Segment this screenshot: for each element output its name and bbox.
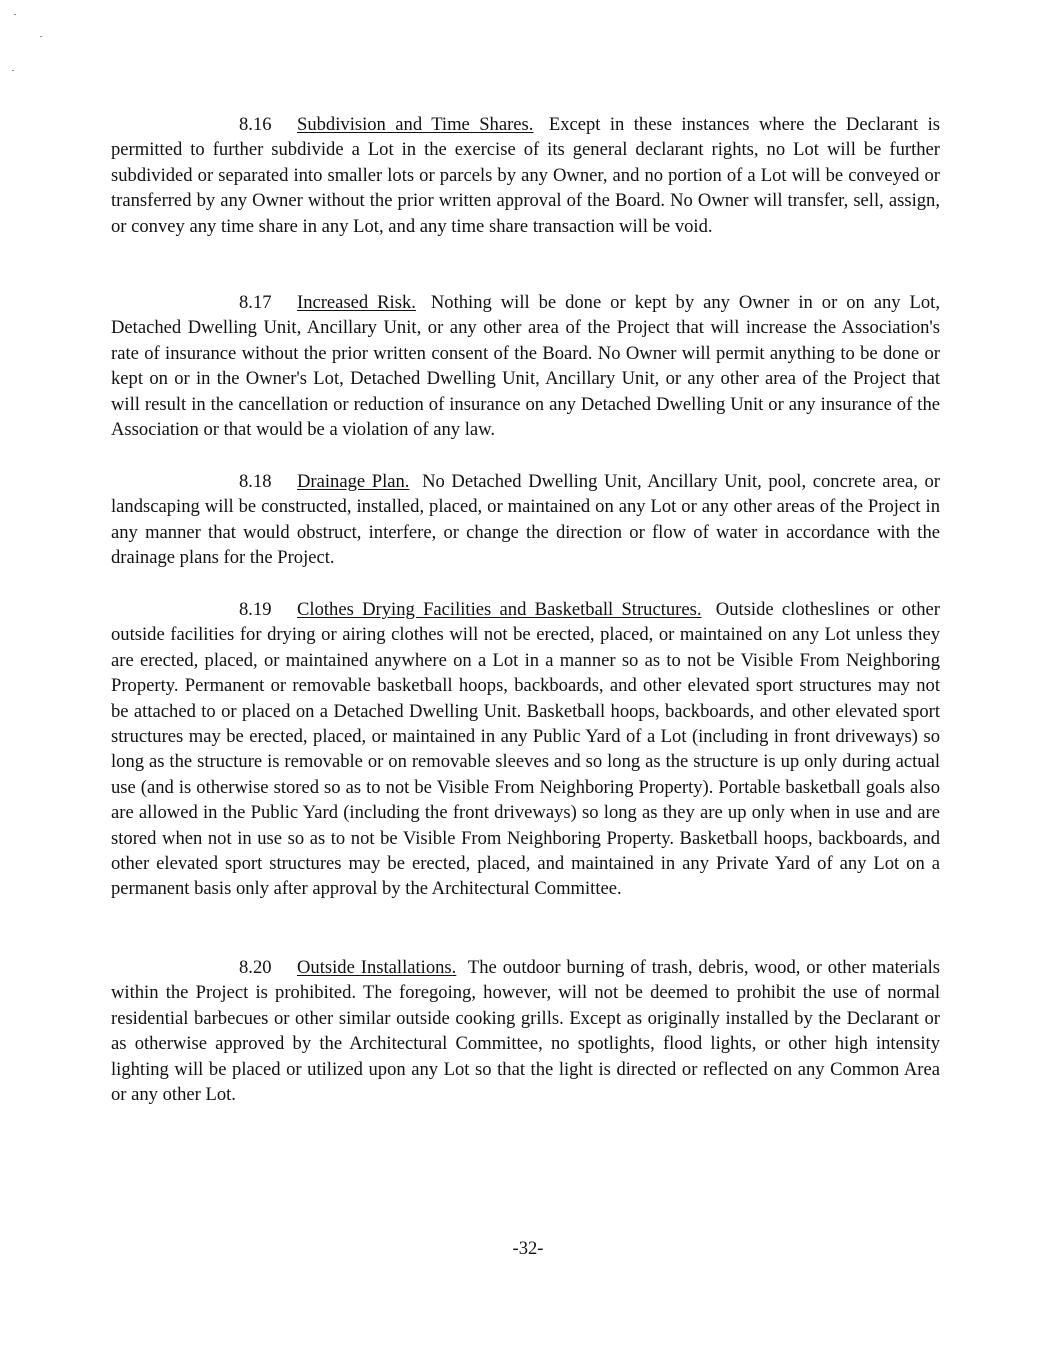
section-body: Nothing will be done or kept by any Owner in or on any Lot, Detached Dwelling Unit, Ancillary Unit, or any other area of the Project that will increase the Association's rate of insurance without the prior written consent of the Board. No Owner will permit anything to be done or kept on or in the Owner's Lot, Detached Dwelling Unit, Ancillary Unit, or any other area of the Project that will result in the cancellation or reduction of insurance on any Detached Dwelling Unit or any insurance of the Association or that would be a violation of any law. (111, 292, 940, 441)
section-heading: Increased Risk. (297, 292, 416, 313)
section-number: 8.16 (239, 114, 272, 135)
page-number: -32- (512, 1238, 544, 1259)
scan-speck (40, 36, 42, 37)
section-heading: Clothes Drying Facilities and Basketball Structures. (297, 599, 702, 620)
section-8-19 (111, 597, 940, 902)
section-heading: Outside Installations. (297, 957, 457, 978)
section-heading: Drainage Plan. (297, 471, 410, 492)
section-number: 8.18 (239, 471, 272, 492)
section-body: Except in these instances where the Declarant is permitted to further subdivide a Lot in the exercise of its general declarant rights, no Lot will be further subdivided or separated into smaller lots or parcels by any Owner, and no portion of a Lot will be conveyed or transferred by any Owner without the prior written approval of the Board. No Owner will transfer, sell, assign, or convey any time share in any Lot, and any time share transaction will be void. (111, 114, 940, 237)
section-8-16 (111, 112, 940, 239)
scan-speck (14, 14, 16, 15)
section-heading: Subdivision and Time Shares. (297, 114, 534, 135)
section-body: The outdoor burning of trash, debris, wood, or other materials within the Project is prohibited. The foregoing, however, will not be deemed to prohibit the use of normal residential barbecues or other similar outside cooking grills. Except as originally installed by the Declarant or as otherwise approved by the Architectural Committee, no spotlights, flood lights, or other high intensity lighting will be placed or utilized upon any Lot so that the light is directed or reflected on any Common Area or any other Lot. (111, 957, 941, 1106)
section-8-18 (111, 469, 940, 571)
section-body: Outside clotheslines or other outside facilities for drying or airing clothes will not be erected, placed, or maintained on any Lot unless they are erected, placed, or maintained anywhere on a Lot in a manner so as to not be Visible From Neighboring Property. Permanent or removable basketball hoops, backboards, and other elevated sport structures may not be attached to or placed on a Detached Dwelling Unit. Basketball hoops, backboards, and other elevated sport structures may be erected, placed, or maintained in any Public Yard of a Lot (including in front driveways) so long as the structure is removable or on removable sleeves and so long as the structure is up only during actual use (and is otherwise stored so as to not be Visible From Neighboring Property). Portable basketball goals also are allowed in the Public Yard (including the front driveways) so long as they are up only when in use and are stored when not in use so as to not be Visible From Neighboring Property. Basketball hoops, backboards, and other elevated sport structures may be erected, placed, and maintained in any Private Yard of any Lot on a permanent basis only after approval by the Architectural Committee. (111, 599, 940, 900)
section-8-17 (111, 290, 940, 442)
section-body: No Detached Dwelling Unit, Ancillary Unit, pool, concrete area, or landscaping will be constructed, installed, placed, or maintained on any Lot or any other areas of the Project in any manner that would obstruct, interfere, or change the direction or flow of water in accordance with the drainage plans for the Project. (111, 471, 940, 569)
scan-speck (12, 70, 14, 71)
section-number: 8.17 (239, 292, 272, 313)
section-8-20 (111, 955, 940, 1107)
section-number: 8.19 (239, 599, 272, 620)
section-number: 8.20 (239, 957, 272, 978)
